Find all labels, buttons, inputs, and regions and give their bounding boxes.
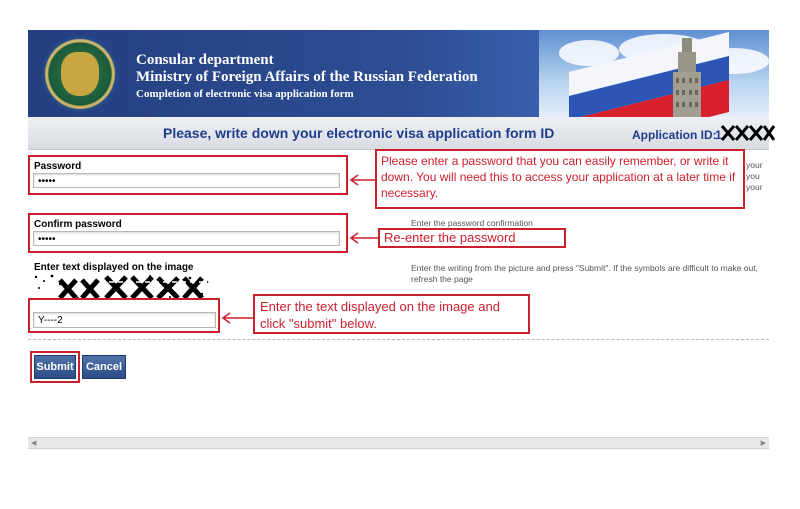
page-title: Please, write down your electronic visa application form ID	[163, 125, 555, 141]
password-label: Password	[34, 161, 82, 172]
password-input[interactable]: •••••	[33, 173, 340, 188]
header-department: Consular department	[136, 52, 274, 68]
header-banner	[28, 30, 769, 117]
header-ministry: Ministry of Foreign Affairs of the Russian Federation	[136, 69, 478, 85]
confirm-arrowhead	[351, 233, 358, 243]
captcha-annotation: Enter the text displayed on the image and click "submit" below.	[253, 294, 530, 334]
scroll-left-icon[interactable]: ◀	[31, 440, 37, 447]
submit-button[interactable]: Submit	[34, 355, 76, 379]
confirm-password-annotation: Re-enter the password	[378, 228, 566, 248]
form-divider	[28, 339, 769, 340]
password-annotation: Please enter a password that you can easily remember, or write it down. You will need this to access your application at a later time if necessary.	[375, 149, 745, 209]
confirm-password-hint: Enter the password confirmation	[411, 218, 533, 228]
captcha-label: Enter text displayed on the image	[34, 262, 194, 273]
header-subtitle: Completion of electronic visa application form	[136, 88, 354, 100]
confirm-password-label: Confirm password	[34, 219, 122, 230]
password-hint-line2: you	[746, 171, 760, 181]
captcha-hint: Enter the writing from the picture and press "Submit". If the symbols are difficult to make out, refresh the page	[411, 263, 758, 284]
scroll-right-icon[interactable]: ▶	[760, 440, 766, 447]
captcha-input[interactable]: Y----2	[33, 312, 216, 328]
application-id-value: 1	[715, 128, 722, 142]
application-id-label: Application ID:	[632, 128, 717, 142]
confirm-password-input[interactable]: •••••	[33, 231, 340, 246]
horizontal-scrollbar[interactable]	[28, 437, 769, 449]
password-arrowhead	[351, 175, 358, 185]
ministry-building-icon	[667, 38, 707, 117]
password-hint-line1: your	[746, 160, 763, 170]
password-hint-line3: your	[746, 182, 763, 192]
cancel-button[interactable]: Cancel	[82, 355, 126, 379]
redaction-scribble-icon	[720, 123, 776, 143]
captcha-arrowhead	[223, 313, 230, 323]
